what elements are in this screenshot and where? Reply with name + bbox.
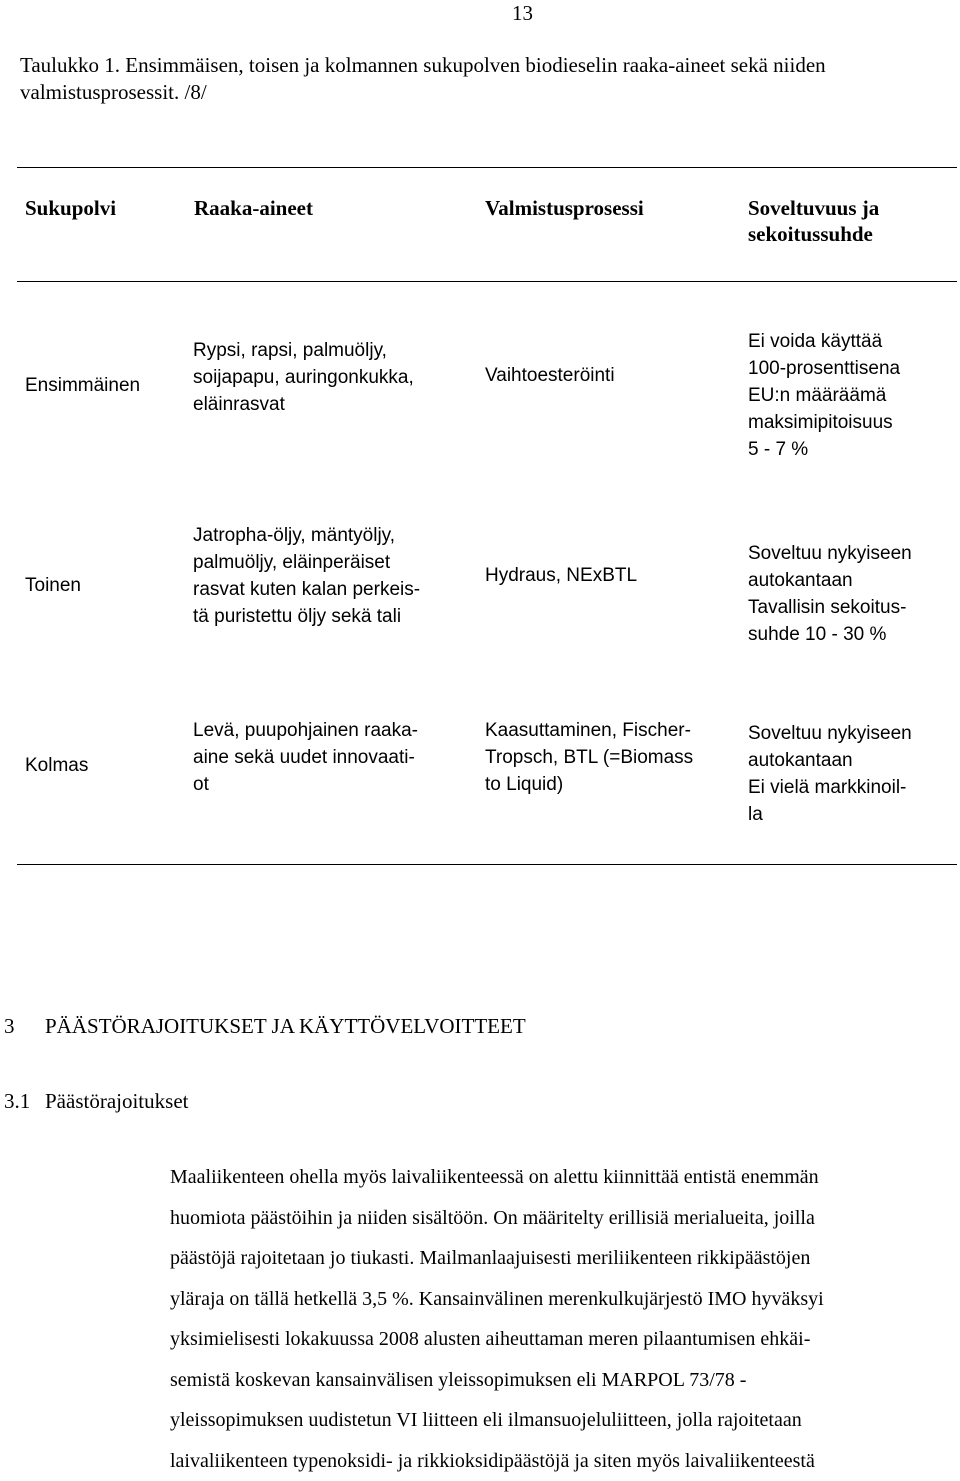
header-label: Soveltuvuus ja	[748, 195, 879, 221]
cell-line: rasvat kuten kalan perkeis-	[193, 576, 420, 603]
cell-line: 5 - 7 %	[748, 436, 900, 463]
header-label: Valmistusprosessi	[485, 195, 644, 221]
cell-line: autokantaan	[748, 567, 912, 594]
cell-line: Kolmas	[25, 754, 88, 778]
cell-line: to Liquid)	[485, 771, 693, 798]
cell-line: suhde 10 - 30 %	[748, 621, 912, 648]
row3-generation	[25, 754, 88, 778]
cell-line: Levä, puupohjainen raaka-	[193, 717, 418, 744]
table-caption	[20, 52, 826, 105]
cell-line: 100-prosenttisena	[748, 355, 900, 382]
header-process	[485, 195, 644, 221]
cell-line: Tropsch, BTL (=Biomass	[485, 744, 693, 771]
cell-line: autokantaan	[748, 747, 912, 774]
row3-process	[485, 717, 693, 798]
body-paragraph	[170, 1157, 824, 1481]
section-title: PÄÄSTÖRAJOITUKSET JA KÄYTTÖVELVOITTEET	[45, 1013, 526, 1039]
table-top-rule	[17, 167, 957, 168]
row2-process	[485, 564, 637, 588]
cell-line: Hydraus, NExBTL	[485, 564, 637, 588]
section-heading	[4, 1013, 15, 1039]
cell-line: Toinen	[25, 574, 81, 598]
header-label: Sukupolvi	[25, 195, 116, 221]
cell-line: tä puristettu öljy sekä tali	[193, 603, 420, 630]
row2-materials	[193, 522, 420, 630]
cell-line: aine sekä uudet innovaati-	[193, 744, 418, 771]
header-label: Raaka-aineet	[194, 195, 313, 221]
cell-line: EU:n määräämä	[748, 382, 900, 409]
cell-line: Ensimmäinen	[25, 374, 140, 398]
row2-generation	[25, 574, 81, 598]
caption-line: valmistusprosessit. /8/	[20, 79, 826, 105]
cell-line: Tavallisin sekoitus-	[748, 594, 912, 621]
row1-suitability	[748, 328, 900, 463]
row2-suitability	[748, 540, 912, 648]
cell-line: Jatropha-öljy, mäntyöljy,	[193, 522, 420, 549]
paragraph-line: laivaliikenteen typenoksidi- ja rikkioksidipäästöjä ja siten myös laivaliikenteestä	[170, 1441, 824, 1481]
cell-line: eläinrasvat	[193, 391, 414, 418]
section-number: 3	[4, 1014, 15, 1038]
cell-line: Rypsi, rapsi, palmuöljy,	[193, 337, 414, 364]
cell-line: Vaihtoesteröinti	[485, 364, 615, 388]
header-suitability	[748, 195, 879, 247]
cell-line: soijapapu, auringonkukka,	[193, 364, 414, 391]
cell-line: maksimipitoisuus	[748, 409, 900, 436]
paragraph-line: Maaliikenteen ohella myös laivaliikenteessä on alettu kiinnittää entistä enemmän	[170, 1157, 824, 1198]
paragraph-line: huomiota päästöihin ja niiden sisältöön. On määritelty erillisiä merialueita, joilla	[170, 1198, 824, 1239]
row3-materials	[193, 717, 418, 798]
subsection-heading	[4, 1088, 30, 1114]
caption-line: Taulukko 1. Ensimmäisen, toisen ja kolmannen sukupolven biodieselin raaka-aineet sekä niiden	[20, 52, 826, 78]
paragraph-line: yleissopimuksen uudistetun VI liitteen eli ilmansuojeluliitteen, jolla rajoitetaan	[170, 1400, 824, 1441]
cell-line: Soveltuu nykyiseen	[748, 720, 912, 747]
table-bottom-rule	[17, 864, 957, 865]
paragraph-line: semistä koskevan kansainvälisen yleissopimuksen eli MARPOL 73/78 -	[170, 1360, 824, 1401]
paragraph-line: päästöjä rajoitetaan jo tiukasti. Mailmanlaajuisesti meriliikenteen rikkipäästöjen	[170, 1238, 824, 1279]
header-label: sekoitussuhde	[748, 221, 879, 247]
cell-line: Soveltuu nykyiseen	[748, 540, 912, 567]
cell-line: Ei voida käyttää	[748, 328, 900, 355]
paragraph-line: yksimielisesti lokakuussa 2008 alusten aiheuttaman meren pilaantumisen ehkäi-	[170, 1319, 824, 1360]
cell-line: palmuöljy, eläinperäiset	[193, 549, 420, 576]
row1-materials	[193, 337, 414, 418]
header-generation	[25, 195, 116, 221]
subsection-number: 3.1	[4, 1089, 30, 1113]
cell-line: la	[748, 801, 912, 828]
page-number: 13	[512, 0, 533, 26]
row1-generation	[25, 374, 140, 398]
row3-suitability	[748, 720, 912, 828]
cell-line: Ei vielä markkinoil-	[748, 774, 912, 801]
cell-line: ot	[193, 771, 418, 798]
subsection-title: Päästörajoitukset	[45, 1088, 188, 1114]
cell-line: Kaasuttaminen, Fischer-	[485, 717, 693, 744]
table-header-rule	[17, 281, 957, 282]
header-materials	[194, 195, 313, 221]
paragraph-line: yläraja on tällä hetkellä 3,5 %. Kansainvälinen merenkulkujärjestö IMO hyväksyi	[170, 1279, 824, 1320]
row1-process	[485, 364, 615, 388]
